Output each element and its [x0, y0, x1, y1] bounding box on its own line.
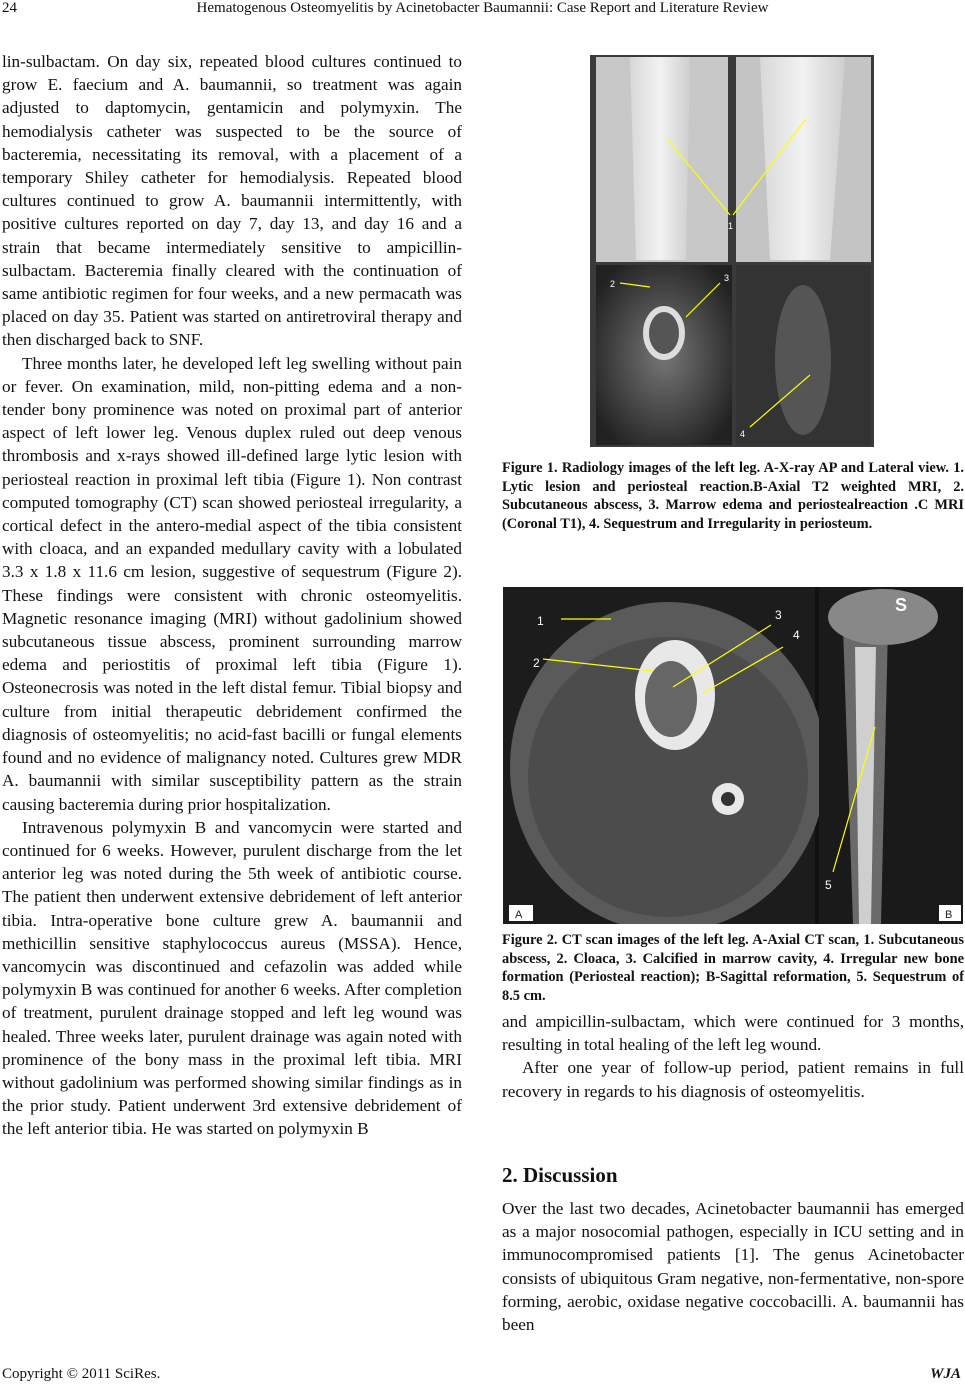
section-heading: 2. Discussion [502, 1163, 618, 1187]
page-header [0, 0, 965, 26]
figure-2-label: 4 [793, 628, 800, 642]
figure-1-label: 4 [740, 429, 746, 439]
running-title: Hematogenous Osteomyelitis by Acinetobacter Baumannii: Case Report and Literature Review [196, 0, 769, 16]
figure-2-caption: Figure 2. CT scan images of the left leg. A-Axial CT scan, 1. Subcutaneous abscess, 2. Cloaca, 3. Calcified in marrow cavity, 4. Irregular new bone formation (Periosteal reaction); B-Sagittal reformation, 5. Sequestrum of 8.5 cm. [502, 932, 964, 1004]
figure-1-label: 2 [610, 279, 616, 289]
figure-2-image [503, 587, 963, 924]
figure-1-caption: Figure 1. Radiology images of the left leg. A-X-ray AP and Lateral view. 1. Lytic lesion and periosteal reaction.B-Axial T2 weighted MRI, 2. Subcutaneous abscess, 3. Marrow edema and periostealreaction .C MRI (Coronal T1), 4. Sequestrum and Irregularity in periosteum. [502, 460, 964, 532]
figure-2-label: 1 [537, 614, 544, 628]
discussion-text [502, 1197, 964, 1336]
figure-1-image [590, 55, 874, 447]
figure-2-label: 3 [775, 608, 782, 622]
paragraph: Over the last two decades, Acinetobacter baumannii has emerged as a major nosocomial pathogen, especially in ICU setting and in immunocompromised patients [1]. The genus Acinetobacter consists of ubiquitous Gram negative, non-fermentative, non-spore forming, aerobic, oxidase negative coccobacilli. A. baumannii has been [502, 1199, 964, 1335]
figure-1-label: 3 [724, 273, 730, 283]
figure-2-label: 5 [825, 878, 832, 892]
figure-2-panel-a-label: A [515, 909, 523, 921]
left-column [2, 50, 462, 1141]
paragraph: lin-sulbactam. On day six, repeated blood cultures continued to grow E. faecium and A. baumannii, so treatment was again adjusted to daptomycin, gentamicin and polymyxin. The hemodialysis catheter was suspected to be the source of bacteremia, necessitating its removal, with a placement of a temporary Shiley catheter for hemodialysis. Repeated blood cultures continued to grow A. baumannii intermittently, with positive cultures reported on day 7, day 13, and day 16 and a strain that became intermediately sensitive to ampicillin-sulbactam. Bacteremia finally cleared with the continuation of same antibiotic regimen for four weeks, and a new permacath was placed on day 35. Patient was started on antiretroviral therapy and then discharged back to SNF. [2, 52, 462, 350]
figure-2-panel-b-label: B [945, 909, 953, 921]
right-column-text [502, 1010, 964, 1103]
paragraph: After one year of follow-up period, patient remains in full recovery in regards to his diagnosis of osteomyelitis. [502, 1058, 964, 1101]
copyright: Copyright © 2011 SciRes. [2, 1366, 161, 1382]
paragraph: Intravenous polymyxin B and vancomycin were started and continued for 6 weeks. However, purulent discharge from the let anterior leg was noted during the 5th week of antibiotic course. The patient then underwent extensive debridement of left anterior tibia. Intra-operative bone culture grew A. baumannii and methicillin sensitive staphylococcus aureus (MSSA). Hence, vancomycin was discontinued and cefazolin was added while polymyxin B was continued for another 6 weeks. After completion of treatment, purulent drainage stopped and left leg wound was healed. Three weeks later, purulent drainage was again noted with prominence of the bony mass in the proximal left tibia. MRI without gadolinium was performed showing similar findings as in the prior study. Patient underwent 3rd extensive debridement of the left anterior tibia. He was started on polymyxin B [2, 817, 462, 1139]
figure-1-label: 1 [728, 221, 734, 231]
page-number: 24 [2, 0, 17, 16]
journal-abbrev: WJA [930, 1366, 961, 1382]
figure-2-label: 2 [533, 656, 540, 670]
figure-2-corner-mark: S [895, 595, 908, 615]
paragraph: and ampicillin-sulbactam, which were continued for 3 months, resulting in total healing of the left leg wound. [502, 1012, 964, 1055]
paragraph: Three months later, he developed left leg swelling without pain or fever. On examination, mild, non-pitting edema and a non-tender bony prominence was noted on proximal part of anterior aspect of left lower leg. Venous duplex ruled out deep venous thrombosis and x-rays showed ill-defined large lytic lesion with periosteal reaction in proximal left tibia (Figure 1). Non contrast computed tomography (CT) scan showed periosteal irregularity, a cortical defect in the antero-medial aspect of the tibia consistent with cloaca, and an expanded medullary cavity with a lobulated 3.3 x 1.8 x 11.6 cm lesion, suggestive of sequestrum (Figure 2). These findings were consistent with chronic osteomyelitis. Magnetic resonance imaging (MRI) without gadolinium showed subcutaneous tissue abscess, prominent surrounding marrow edema and periostitis of proximal left tibia (Figure 1). Osteonecrosis was noted in the left distal femur. Tibial biopsy and culture from initial therapeutic debridement confirmed the diagnosis of osteomyelitis; no acid-fast bacilli or fungal elements found and no evidence of malignancy noted. Cultures grew MDR A. baumannii with similar susceptibility pattern as the strain causing bacteremia during prior hospitalization. [2, 353, 462, 814]
